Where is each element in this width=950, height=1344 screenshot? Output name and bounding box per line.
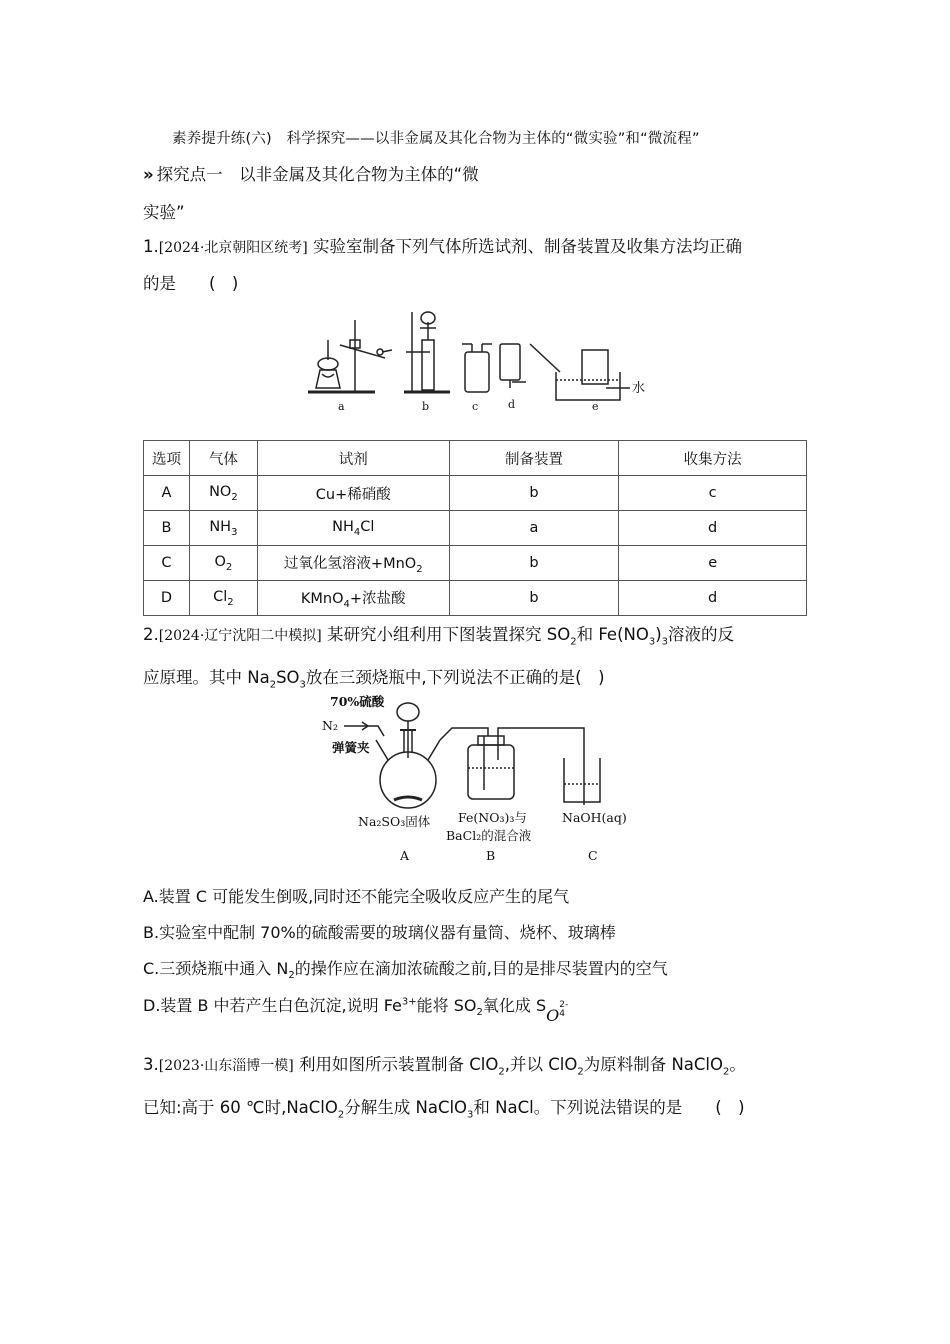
reagent-text: Cl xyxy=(360,518,375,535)
sulfate-charge: 2- xyxy=(559,1000,569,1010)
q3-stem-sub: 2 xyxy=(577,1066,584,1078)
table-cell-collect: d xyxy=(619,581,807,616)
q2-stem-sub: 2 xyxy=(570,636,577,648)
table-cell-gas xyxy=(189,581,257,616)
table-cell-gas xyxy=(189,511,257,546)
table-cell-device: a xyxy=(449,511,619,546)
table-cell-collect: e xyxy=(619,546,807,581)
q2-label-acid: 70%硫酸 xyxy=(330,694,385,709)
table-cell-device: b xyxy=(449,476,619,511)
table-cell-reagent xyxy=(257,546,449,581)
table-cell-reagent: Cu+稀硝酸 xyxy=(257,476,449,511)
table-cell-collect: c xyxy=(619,476,807,511)
gas-subscript: 2 xyxy=(225,561,233,573)
q2-label-A: A xyxy=(400,848,410,863)
chevron-icon: » xyxy=(143,165,151,184)
q2-stem-sub: 3 xyxy=(661,636,669,648)
q3-stem-text: ,并以 ClO xyxy=(504,1055,578,1074)
q2-stem-text: 溶液的反 xyxy=(668,625,735,644)
q1-apparatus-figure xyxy=(300,300,660,415)
q1-source: [2024·北京朝阳区统考] xyxy=(158,240,308,256)
gas-subscript: 3 xyxy=(231,526,238,538)
page-header: 素养提升练(六) 科学探究——以非金属及其化合物为主体的“微实验”和“微流程” xyxy=(172,131,700,147)
table-cell-option: B xyxy=(144,511,190,546)
reagent-subscript: 4 xyxy=(343,598,350,610)
q2-option-a: A.装置 C 可能发生倒吸,同时还不能完全吸收反应产生的尾气 xyxy=(143,887,570,906)
q2-stem-text: 和 Fe(NO xyxy=(576,625,649,644)
q1-label-water: 水 xyxy=(632,381,646,396)
table-cell-device: b xyxy=(449,546,619,581)
table-cell-gas xyxy=(189,476,257,511)
q1-label-e: e xyxy=(592,400,599,413)
q1-number: 1. xyxy=(143,237,159,256)
q2-option-c xyxy=(143,956,668,981)
table-header-cell: 选项 xyxy=(144,441,190,476)
q1-label-a: a xyxy=(338,400,345,413)
gas-subscript: 2 xyxy=(231,491,238,503)
table-header-cell: 制备装置 xyxy=(449,441,619,476)
q3-stem-text: 利用如图所示装置制备 ClO xyxy=(293,1055,499,1074)
table-cell-gas xyxy=(189,546,257,581)
reagent-text: 过氧化氢溶液+MnO xyxy=(283,555,417,572)
q3-stem-sub: 3 xyxy=(467,1109,474,1121)
table-row xyxy=(144,476,807,511)
q2-stem-sub: 3 xyxy=(648,636,656,648)
option-text: 氧化成 S xyxy=(482,996,547,1015)
q2-apparatus-figure xyxy=(318,690,638,865)
question-3 xyxy=(143,1047,808,1134)
option-sup: 3+ xyxy=(401,996,417,1008)
option-text: 的操作应在滴加浓硫酸之前,目的是排尽装置内的空气 xyxy=(294,959,668,978)
q2-option-d xyxy=(143,993,569,1025)
q2-label-n2: N₂ xyxy=(322,718,338,733)
q2-number: 2. xyxy=(143,625,159,644)
table-row xyxy=(144,511,807,546)
q1-label-c: c xyxy=(472,400,479,413)
gas-formula: Cl xyxy=(213,588,228,605)
gas-formula: O xyxy=(214,553,226,570)
q2-label-mix-1: Fe(NO₃)₃与 xyxy=(458,810,527,825)
q1-stem-line2: 的是 ( ) xyxy=(143,274,239,293)
q2-label-mix-2: BaCl₂的混合液 xyxy=(446,828,532,843)
table-header-cell: 试剂 xyxy=(257,441,449,476)
table-row xyxy=(144,546,807,581)
table-cell-reagent xyxy=(257,511,449,546)
table-header-row xyxy=(144,441,807,476)
q2-stem-text: 应原理。其中 Na xyxy=(143,668,270,688)
q3-stem-sub: 2 xyxy=(498,1066,505,1078)
sulfate-indices xyxy=(559,1001,568,1019)
reagent-text: KMnO xyxy=(300,590,344,607)
table-header-cell: 收集方法 xyxy=(619,441,807,476)
sulfate-subscript: 4 xyxy=(559,1009,565,1019)
reagent-subscript: 2 xyxy=(416,563,423,575)
section-title-line2: 实验” xyxy=(143,203,185,222)
q2-stem-text: 某研究小组利用下图装置探究 SO xyxy=(321,625,571,644)
q2-stem-text: 放在三颈烧瓶中,下列说法不正确的是( ) xyxy=(305,668,605,688)
option-sub: 2 xyxy=(288,970,295,982)
table-row xyxy=(144,581,807,616)
q2-label-naoh: NaOH(aq) xyxy=(562,810,627,825)
option-text: C.三颈烧瓶中通入 N xyxy=(143,959,289,978)
reagent-text: +浓盐酸 xyxy=(349,590,406,607)
option-text: D.装置 B 中若产生白色沉淀,说明 Fe xyxy=(143,996,402,1015)
q3-number: 3. xyxy=(143,1055,159,1074)
q3-stem-sub: 2 xyxy=(337,1109,345,1121)
q3-stem-sub: 2 xyxy=(723,1066,730,1078)
q1-options-table xyxy=(143,440,807,616)
q2-label-C: C xyxy=(588,848,598,863)
gas-subscript: 2 xyxy=(227,596,234,608)
table-header-cell: 气体 xyxy=(189,441,257,476)
q1-label-b: b xyxy=(422,400,430,413)
q2-stem-text: SO xyxy=(276,668,300,688)
q2-stem-sub: 2 xyxy=(269,679,277,691)
table-cell-option: C xyxy=(144,546,190,581)
table-cell-option: A xyxy=(144,476,190,511)
q2-option-b: B.实验室中配制 70%的硫酸需要的玻璃仪器有量筒、烧杯、玻璃棒 xyxy=(143,923,616,942)
gas-formula: NO xyxy=(209,483,232,500)
q2-stem-text: ) xyxy=(655,625,662,644)
table-cell-option: D xyxy=(144,581,190,616)
q1-label-d: d xyxy=(508,398,516,411)
reagent-text: NH xyxy=(332,518,354,535)
q2-source: [2024·辽宁沈阳二中模拟] xyxy=(158,628,322,644)
q3-source: [2023·山东淄博一模] xyxy=(158,1058,294,1074)
question-1 xyxy=(143,229,808,302)
q3-stem-text: 为原料制备 NaClO xyxy=(583,1055,723,1074)
q2-label-B: B xyxy=(486,848,496,863)
section-title xyxy=(143,161,479,185)
q3-stem-text: 已知:高于 60 ℃时,NaClO xyxy=(143,1098,338,1118)
option-text: 能将 SO xyxy=(416,996,477,1015)
table-cell-collect: d xyxy=(619,511,807,546)
q3-stem-text: 和 NaCl。下列说法错误的是 ( ) xyxy=(473,1098,745,1118)
q3-stem-text: 。 xyxy=(729,1055,746,1074)
q2-stem-sub: 3 xyxy=(299,679,306,691)
q2-label-clamp: 弹簧夹 xyxy=(332,740,370,755)
section-title-line1: 探究点一 以非金属及其化合物为主体的“微 xyxy=(156,165,479,184)
reagent-subscript: 4 xyxy=(353,526,361,538)
table-cell-device: b xyxy=(449,581,619,616)
sulfate-o: O xyxy=(546,1006,560,1025)
gas-formula: NH xyxy=(209,518,232,535)
option-sub: 2 xyxy=(476,1007,483,1019)
q1-stem-line1: 实验室制备下列气体所选试剂、制备装置及收集方法均正确 xyxy=(307,237,743,256)
q3-stem-text: 分解生成 NaClO xyxy=(344,1098,468,1118)
table-cell-reagent xyxy=(257,581,449,616)
q2-label-solid: Na₂SO₃固体 xyxy=(358,814,431,829)
